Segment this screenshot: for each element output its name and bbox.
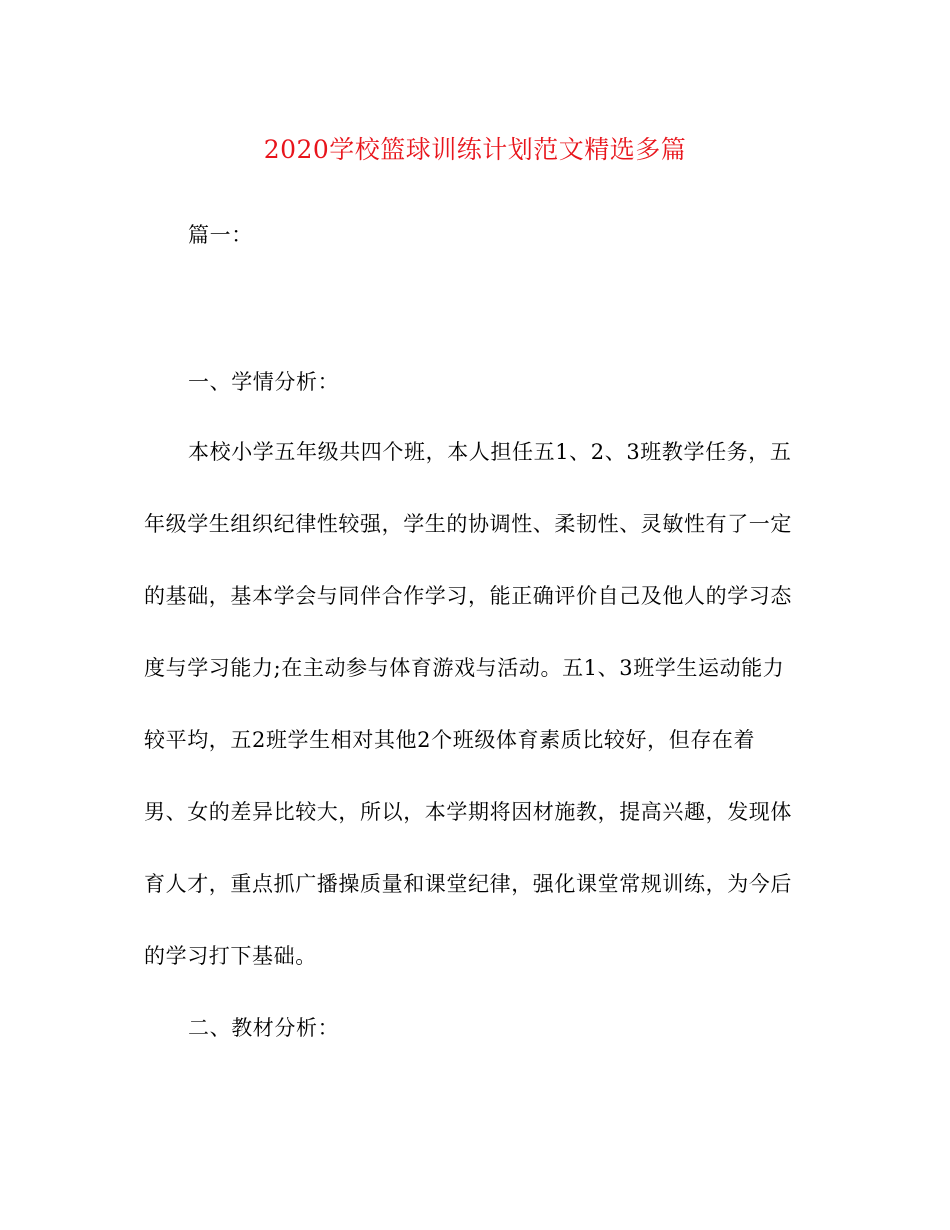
paragraph-line: 度与学习能力;在主动参与体育游戏与活动。五1、3班学生运动能力	[144, 656, 785, 680]
heading-material-analysis: 二、教材分析：	[188, 1016, 340, 1040]
paragraph-line: 本校小学五年级共四个班，本人担任五1、2、3班教学任务，五	[188, 440, 792, 464]
heading-student-analysis: 一、学情分析：	[188, 370, 340, 394]
paragraph-line: 男、女的差异比较大，所以，本学期将因材施教，提高兴趣，发现体	[144, 800, 792, 824]
paragraph-line: 年级学生组织纪律性较强，学生的协调性、柔韧性、灵敏性有了一定	[144, 512, 792, 536]
paragraph-line: 的基础，基本学会与同伴合作学习，能正确评价自己及他人的学习态	[144, 584, 792, 608]
paragraph-line: 育人才，重点抓广播操质量和课堂纪律，强化课堂常规训练，为今后	[144, 872, 792, 896]
paragraph-line: 较平均，五2班学生相对其他2个班级体育素质比较好，但存在着	[144, 728, 756, 752]
document-title: 2020学校篮球训练计划范文精选多篇	[263, 135, 687, 164]
section-label: 篇一：	[188, 223, 253, 247]
paragraph-line: 的学习打下基础。	[144, 944, 317, 968]
